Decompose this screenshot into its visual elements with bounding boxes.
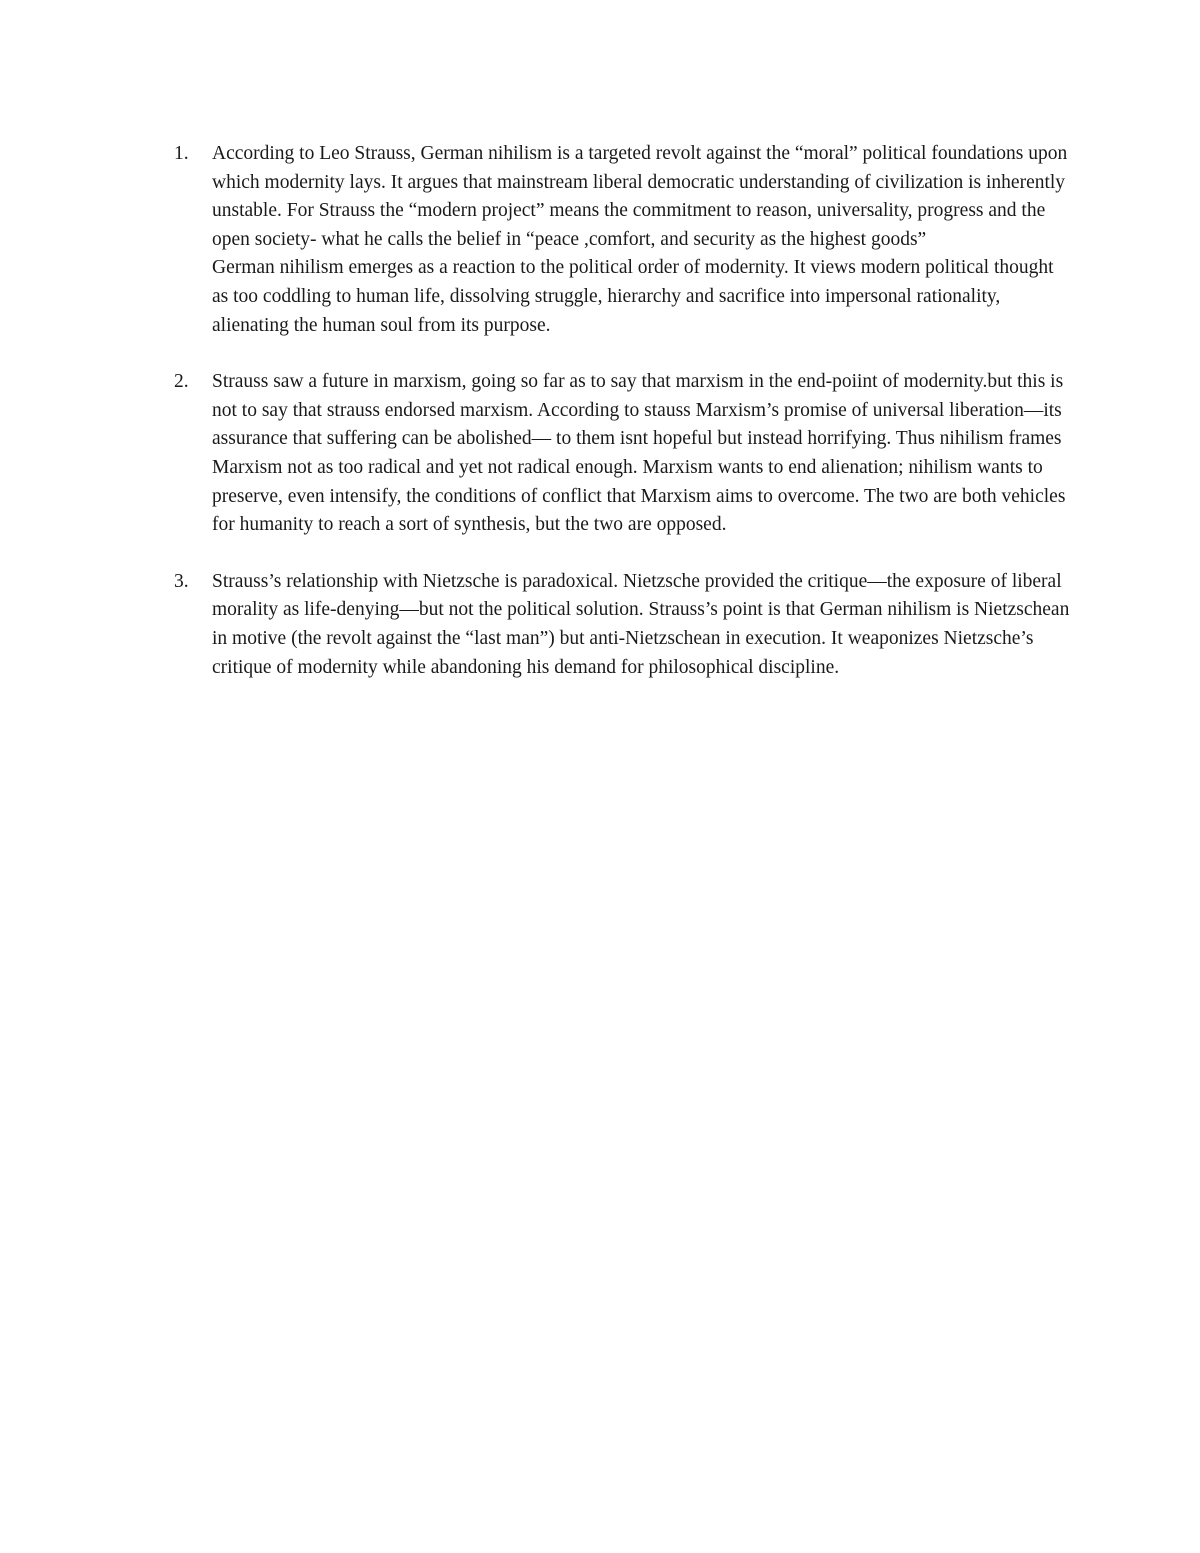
list-item — [174, 568, 1074, 682]
list-item-body — [212, 140, 1074, 340]
list-item-number: 3. — [174, 570, 189, 592]
list-item-body — [212, 368, 1074, 540]
paragraph: According to Leo Strauss, German nihilism is a targeted revolt against the “moral” political foundations upon which modernity lays. It argues that mainstream liberal democratic understanding of civilization is inherently unstable. For Strauss the “modern project” means the commitment to reason, universality, progress and the open society- what he calls the belief in “peace ,comfort, and security as the highest goods” — [212, 143, 1068, 250]
paragraph: Strauss’s relationship with Nietzsche is paradoxical. Nietzsche provided the critique—the exposure of liberal morality as life-denying—but not the political solution. Strauss’s point is that German nihilism is Nietzschean in motive (the revolt against the “last man”) but anti-Nietzschean in execution. It weaponizes Nietzsche’s critique of modernity while abandoning his demand for philosophical discipline. — [212, 570, 1070, 678]
numbered-list — [174, 140, 1074, 710]
list-item-number: 2. — [174, 371, 189, 393]
paragraph: Strauss saw a future in marxism, going so far as to say that marxism in the end-poiint of modernity.but this is not to say that strauss endorsed marxism. According to stauss Marxism’s promise of universal liberation—its assurance that suffering can be abolished— to them isnt hopeful but instead horrifying. Thus nihilism frames Marxism not as too radical and yet not radical enough. Marxism wants to end alienation; nihilism wants to preserve, even intensify, the conditions of conflict that Marxism aims to overcome. The two are both vehicles for humanity to reach a sort of synthesis, but the two are opposed. — [212, 371, 1066, 536]
list-item — [174, 368, 1074, 540]
paragraph: German nihilism emerges as a reaction to the political order of modernity. It views modern political thought as too coddling to human life, dissolving struggle, hierarchy and sacrifice into impersonal rationality, alienating the human soul from its purpose. — [212, 257, 1054, 336]
list-item-body — [212, 568, 1074, 682]
list-item-number: 1. — [174, 143, 189, 164]
list-item — [174, 140, 1074, 340]
